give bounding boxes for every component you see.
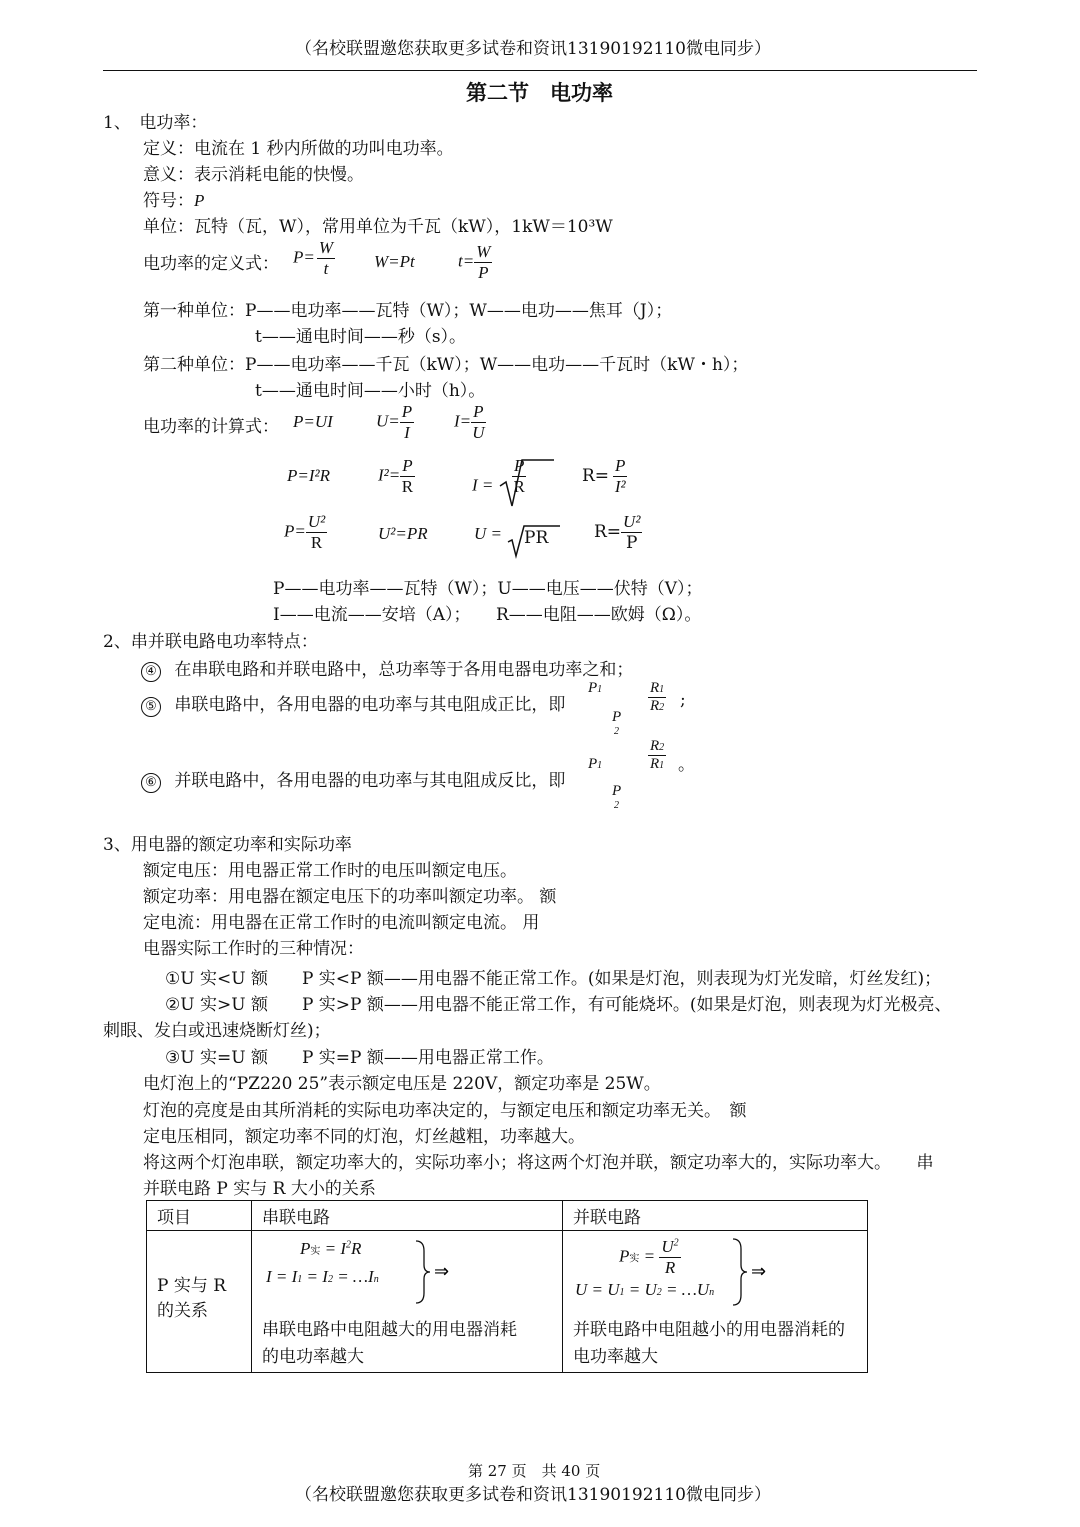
svg-text:⇒: ⇒ [751,1261,767,1282]
s3-case-2b: 刺眼、发白或迅速烧断灯丝)； [103,1021,331,1041]
s1-unit1-line2: t——通电时间——秒（s）。 [255,327,467,347]
num-4-marker: ④ [141,662,161,682]
table-row [147,1231,868,1373]
table-header-row [147,1201,868,1231]
s3-case-3: ③U 实=U 额 P 实=P 额——用电器正常工作。 [165,1048,554,1068]
table-header-series: 串联电路 [252,1201,563,1231]
s1-meaning: 意义：表示消耗电能的快慢。 [143,165,364,185]
parallel-brace-icon [729,1237,779,1312]
formula-p-equals-u2-over-r: P= $\frac{\text{U²}}{R}$ [284,512,326,552]
series-brace-icon [412,1239,462,1310]
formula-i-equals-sqrt-p-over-r: I = [472,456,556,517]
series-ratio-end: ; [680,690,686,710]
series-conclusion-line2: 的电功率越大 [262,1347,364,1367]
s3-line-7: 定电压相同，额定功率不同的灯泡，灯丝越粗，功率越大。 [143,1127,585,1147]
formula-p-equals-ui: P=UI [293,412,333,431]
table-series-cell [252,1231,563,1373]
formula-t-equals-w-over-p: t= $\frac{W}{P}$ [458,242,491,282]
s1-legend-line2: I——电流——安培（A）； R——电阻——欧姆（Ω）。 [273,605,702,625]
s2-heading: 2、串并联电路电功率特点： [103,632,318,652]
s3-case-2a: ②U 实>U 额 P 实>P 额——用电器不能正常工作，有可能烧坏。(如果是灯泡，则表现为灯光极亮、 [165,995,952,1015]
ratio-p1-over-p2-series: P1 P 2 [588,680,622,737]
table-parallel-cell [563,1231,868,1373]
s3-line-3: 定电流：用电器在正常工作时的电流叫额定电流。 用 [143,913,540,933]
s1-unit1-line1: 第一种单位：P——电功率——瓦特（W）；W——电功——焦耳（J）； [143,301,673,321]
parallel-formula: P实 = $\frac{U^2}{R}$ U = U1 = U2 = …Un [575,1237,715,1299]
comparison-table [146,1200,868,1373]
s3-case-1: ①U 实<U 额 P 实<P 额——用电器不能正常工作。(如果是灯泡，则表现为灯光发暗，灯丝发红)； [165,969,942,989]
s1-legend-line1: P——电功率——瓦特（W）；U——电压——伏特（V）； [273,579,703,599]
s3-heading: 3、用电器的额定功率和实际功率 [103,835,352,855]
s2-item-5-text: 串联电路中，各用电器的电功率与其电阻成正比，即 [174,695,566,715]
svg-text:⇒: ⇒ [434,1261,450,1282]
formula-u-equals-sqrt-pr: U = [474,524,502,543]
parallel-conclusion-line2: 电功率越大 [573,1347,658,1367]
series-conclusion-line1: 串联电路中电阻越大的用电器消耗 [262,1320,517,1340]
table-header-parallel: 并联电路 [563,1201,868,1231]
formula-p-equals-i2r: P=I²R [287,466,330,485]
table-row-label-line1: P 实与 R [157,1276,227,1296]
num-5-marker: ⑤ [141,697,161,717]
s1-unit: 单位：瓦特（瓦，W），常用单位为千瓦（kW），1kW＝10³W [143,217,613,237]
s1-symbol-value: P [194,191,205,210]
s3-line-5: 电灯泡上的“PZ220 25”表示额定电压是 220V，额定功率是 25W。 [143,1074,661,1094]
s2-item-4 [141,655,633,682]
header-rule [103,70,977,71]
formula-u2-equals-pr: U²=PR [378,524,428,543]
s2-item-5 [141,690,565,717]
sqrt-icon [498,456,556,517]
s1-symbol-label: 符号： [143,191,194,211]
s1-symbol [143,186,204,211]
formula-i-equals-p-over-u: I= $\frac{P}{U}$ [454,402,485,442]
s2-item-6 [141,766,565,793]
table-header-item: 项目 [147,1201,252,1231]
header-banner: （名校联盟邀您获取更多试卷和资讯13190192110微电同步） [295,39,771,59]
ratio-p1-over-p2-parallel: P1 P 2 [588,756,622,811]
ratio-r1-over-r2: $\frac{R1}{R2}$ [650,680,665,714]
parallel-conclusion-line1: 并联电路中电阻越小的用电器消耗的 [573,1320,845,1340]
s3-line-8: 将这两个灯泡串联，额定功率大的，实际功率小；将这两个灯泡并联，额定功率大的，实际功率大。 串 [143,1153,934,1173]
formula-r-equals-u2-over-p: R= $\frac{\text{U²}}{P}$ [594,512,641,553]
formula-u-equals-p-over-i: U= $\frac{P}{I}$ [376,402,413,442]
parallel-conclusion [573,1317,845,1371]
sqrt-pr-radicand: PR [524,528,549,548]
series-formula: P实 = $I^2R$ I = I1 = I2 = …In [266,1239,379,1286]
table-row-label-line2: 的关系 [157,1301,208,1321]
formula-r-equals-p-over-i2: R= $\frac{P}{\text{I²}}$ [582,456,626,496]
section-title: 第二节 电功率 [466,81,613,105]
s2-item-4-text: 在串联电路和并联电路中，总功率等于各用电器电功率之和； [174,660,634,680]
s3-line-6: 灯泡的亮度是由其所消耗的实际电功率决定的，与额定电压和额定功率无关。 额 [143,1101,747,1121]
s2-item-6-text: 并联电路中，各用电器的电功率与其电阻成反比，即 [174,771,566,791]
formula-i2-equals-p-over-r: I²= $\frac{P}{R}$ [378,456,414,496]
s3-line-2: 额定功率：用电器在额定电压下的功率叫额定功率。 额 [143,887,557,907]
sqrt-radicand-p-over-r: $\frac{P}{R}$ [513,456,525,496]
s1-definition: 定义：电流在 1 秒内所做的功叫电功率。 [143,139,454,159]
formula-w-equals-pt: W=Pt [374,252,415,271]
series-conclusion [262,1317,517,1371]
s1-unit2-line1: 第二种单位：P——电功率——千瓦（kW）；W——电功——千瓦时（kW・h）； [143,355,749,375]
s1-heading: 1、 电功率： [103,113,208,133]
formula-p-equals-w-over-t: P= $\frac{W}{t}$ [293,238,334,278]
num-6-marker: ⑥ [141,773,161,793]
table-row-label [147,1231,252,1373]
s1-calc-label: 电功率的计算式： [143,417,279,437]
page-number: 第 27 页 共 40 页 [468,1462,601,1480]
footer-banner: （名校联盟邀您获取更多试卷和资讯13190192110微电同步） [295,1485,771,1505]
s1-unit2-line2: t——通电时间——小时（h）。 [255,381,486,401]
s3-line-9: 并联电路 P 实与 R 大小的关系 [143,1179,376,1199]
s3-line-1: 额定电压：用电器正常工作时的电压叫额定电压。 [143,861,517,881]
ratio-r2-over-r1: $\frac{R2}{R1}$ [650,738,665,772]
s3-line-4: 电器实际工作时的三种情况： [143,939,364,959]
s1-defformula-label: 电功率的定义式： [143,254,279,274]
parallel-ratio-end: 。 [678,755,695,775]
